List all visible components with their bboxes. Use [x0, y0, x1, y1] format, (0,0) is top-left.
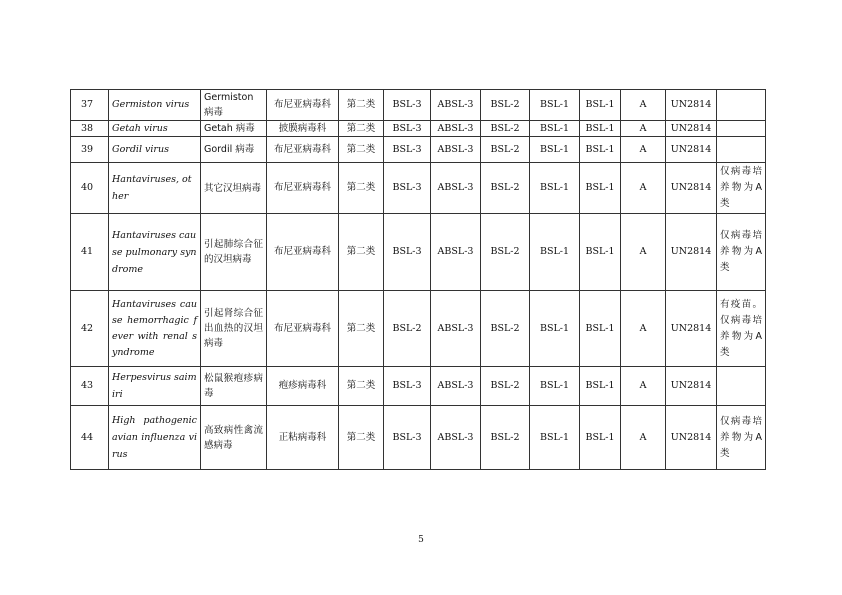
latin-name: Getah virus — [109, 121, 201, 137]
noninfectious-material-level: BSL-1 — [580, 90, 621, 121]
chinese-name: 其它汉坦病毒 — [201, 163, 267, 214]
page-number: 5 — [418, 535, 424, 545]
table-row — [71, 214, 766, 291]
uncultured-material-level: BSL-2 — [481, 163, 530, 214]
transport-category: A — [621, 163, 666, 214]
virus-family: 布尼亚病毒科 — [267, 214, 339, 291]
virus-culture-level: BSL-3 — [384, 137, 431, 163]
animal-infection-level: ABSL-3 — [431, 214, 481, 291]
uncultured-material-level: BSL-2 — [481, 367, 530, 406]
virus-family: 布尼亚病毒科 — [267, 90, 339, 121]
row-number: 38 — [71, 121, 109, 137]
transport-category: A — [621, 137, 666, 163]
transport-category: A — [621, 291, 666, 367]
table-row — [71, 121, 766, 137]
hazard-category: 第二类 — [339, 367, 384, 406]
virus-culture-level: BSL-3 — [384, 406, 431, 470]
remarks — [717, 137, 766, 163]
chinese-name: 引起肾综合征出血热的汉坦病毒 — [201, 291, 267, 367]
table-row — [71, 291, 766, 367]
inactivated-material-level: BSL-1 — [530, 121, 580, 137]
row-number: 40 — [71, 163, 109, 214]
un-number: UN2814 — [666, 163, 717, 214]
latin-name: High pathogenic avian influenza virus — [109, 406, 201, 470]
latin-name: Gordil virus — [109, 137, 201, 163]
inactivated-material-level: BSL-1 — [530, 367, 580, 406]
virus-family: 疱疹病毒科 — [267, 367, 339, 406]
row-number: 42 — [71, 291, 109, 367]
animal-infection-level: ABSL-3 — [431, 406, 481, 470]
uncultured-material-level: BSL-2 — [481, 121, 530, 137]
noninfectious-material-level: BSL-1 — [580, 214, 621, 291]
virus-family: 布尼亚病毒科 — [267, 137, 339, 163]
animal-infection-level: ABSL-3 — [431, 291, 481, 367]
uncultured-material-level: BSL-2 — [481, 90, 530, 121]
uncultured-material-level: BSL-2 — [481, 214, 530, 291]
table-row — [71, 90, 766, 121]
un-number: UN2814 — [666, 406, 717, 470]
row-number: 43 — [71, 367, 109, 406]
un-number: UN2814 — [666, 90, 717, 121]
latin-name: Germiston virus — [109, 90, 201, 121]
noninfectious-material-level: BSL-1 — [580, 406, 621, 470]
noninfectious-material-level: BSL-1 — [580, 367, 621, 406]
chinese-name: 引起肺综合征的汉坦病毒 — [201, 214, 267, 291]
latin-name: Herpesvirus saimiri — [109, 367, 201, 406]
transport-category: A — [621, 121, 666, 137]
hazard-category: 第二类 — [339, 291, 384, 367]
virus-family: 布尼亚病毒科 — [267, 291, 339, 367]
table-row — [71, 163, 766, 214]
virus-family: 布尼亚病毒科 — [267, 163, 339, 214]
hazard-category: 第二类 — [339, 163, 384, 214]
remarks: 有疫苗。仅病毒培养物为A类 — [717, 291, 766, 367]
table-row — [71, 367, 766, 406]
inactivated-material-level: BSL-1 — [530, 163, 580, 214]
virus-culture-level: BSL-3 — [384, 214, 431, 291]
pathogen-table — [70, 89, 766, 470]
transport-category: A — [621, 367, 666, 406]
remarks — [717, 90, 766, 121]
inactivated-material-level: BSL-1 — [530, 406, 580, 470]
virus-culture-level: BSL-3 — [384, 121, 431, 137]
row-number: 37 — [71, 90, 109, 121]
row-number: 44 — [71, 406, 109, 470]
animal-infection-level: ABSL-3 — [431, 121, 481, 137]
un-number: UN2814 — [666, 121, 717, 137]
virus-culture-level: BSL-3 — [384, 90, 431, 121]
inactivated-material-level: BSL-1 — [530, 291, 580, 367]
noninfectious-material-level: BSL-1 — [580, 291, 621, 367]
hazard-category: 第二类 — [339, 137, 384, 163]
chinese-name: Germiston 病毒 — [201, 90, 267, 121]
un-number: UN2814 — [666, 367, 717, 406]
virus-culture-level: BSL-2 — [384, 291, 431, 367]
uncultured-material-level: BSL-2 — [481, 406, 530, 470]
virus-culture-level: BSL-3 — [384, 163, 431, 214]
animal-infection-level: ABSL-3 — [431, 137, 481, 163]
animal-infection-level: ABSL-3 — [431, 90, 481, 121]
transport-category: A — [621, 90, 666, 121]
noninfectious-material-level: BSL-1 — [580, 121, 621, 137]
animal-infection-level: ABSL-3 — [431, 163, 481, 214]
chinese-name: 高致病性禽流感病毒 — [201, 406, 267, 470]
remarks: 仅病毒培养物为A类 — [717, 214, 766, 291]
un-number: UN2814 — [666, 214, 717, 291]
latin-name: Hantaviruses cause hemorrhagic fever with renal syndrome — [109, 291, 201, 367]
remarks: 仅病毒培养物为A类 — [717, 406, 766, 470]
un-number: UN2814 — [666, 137, 717, 163]
noninfectious-material-level: BSL-1 — [580, 137, 621, 163]
table-row — [71, 406, 766, 470]
transport-category: A — [621, 406, 666, 470]
inactivated-material-level: BSL-1 — [530, 214, 580, 291]
row-number: 41 — [71, 214, 109, 291]
inactivated-material-level: BSL-1 — [530, 137, 580, 163]
uncultured-material-level: BSL-2 — [481, 137, 530, 163]
row-number: 39 — [71, 137, 109, 163]
remarks — [717, 367, 766, 406]
table-row — [71, 137, 766, 163]
hazard-category: 第二类 — [339, 214, 384, 291]
latin-name: Hantaviruses cause pulmonary syndrome — [109, 214, 201, 291]
hazard-category: 第二类 — [339, 90, 384, 121]
noninfectious-material-level: BSL-1 — [580, 163, 621, 214]
chinese-name: Getah 病毒 — [201, 121, 267, 137]
hazard-category: 第二类 — [339, 406, 384, 470]
chinese-name: 松鼠猴疱疹病毒 — [201, 367, 267, 406]
hazard-category: 第二类 — [339, 121, 384, 137]
virus-family: 披膜病毒科 — [267, 121, 339, 137]
uncultured-material-level: BSL-2 — [481, 291, 530, 367]
latin-name: Hantaviruses, other — [109, 163, 201, 214]
chinese-name: Gordil 病毒 — [201, 137, 267, 163]
transport-category: A — [621, 214, 666, 291]
un-number: UN2814 — [666, 291, 717, 367]
virus-family: 正粘病毒科 — [267, 406, 339, 470]
animal-infection-level: ABSL-3 — [431, 367, 481, 406]
inactivated-material-level: BSL-1 — [530, 90, 580, 121]
remarks: 仅病毒培养物为A类 — [717, 163, 766, 214]
remarks — [717, 121, 766, 137]
virus-culture-level: BSL-3 — [384, 367, 431, 406]
